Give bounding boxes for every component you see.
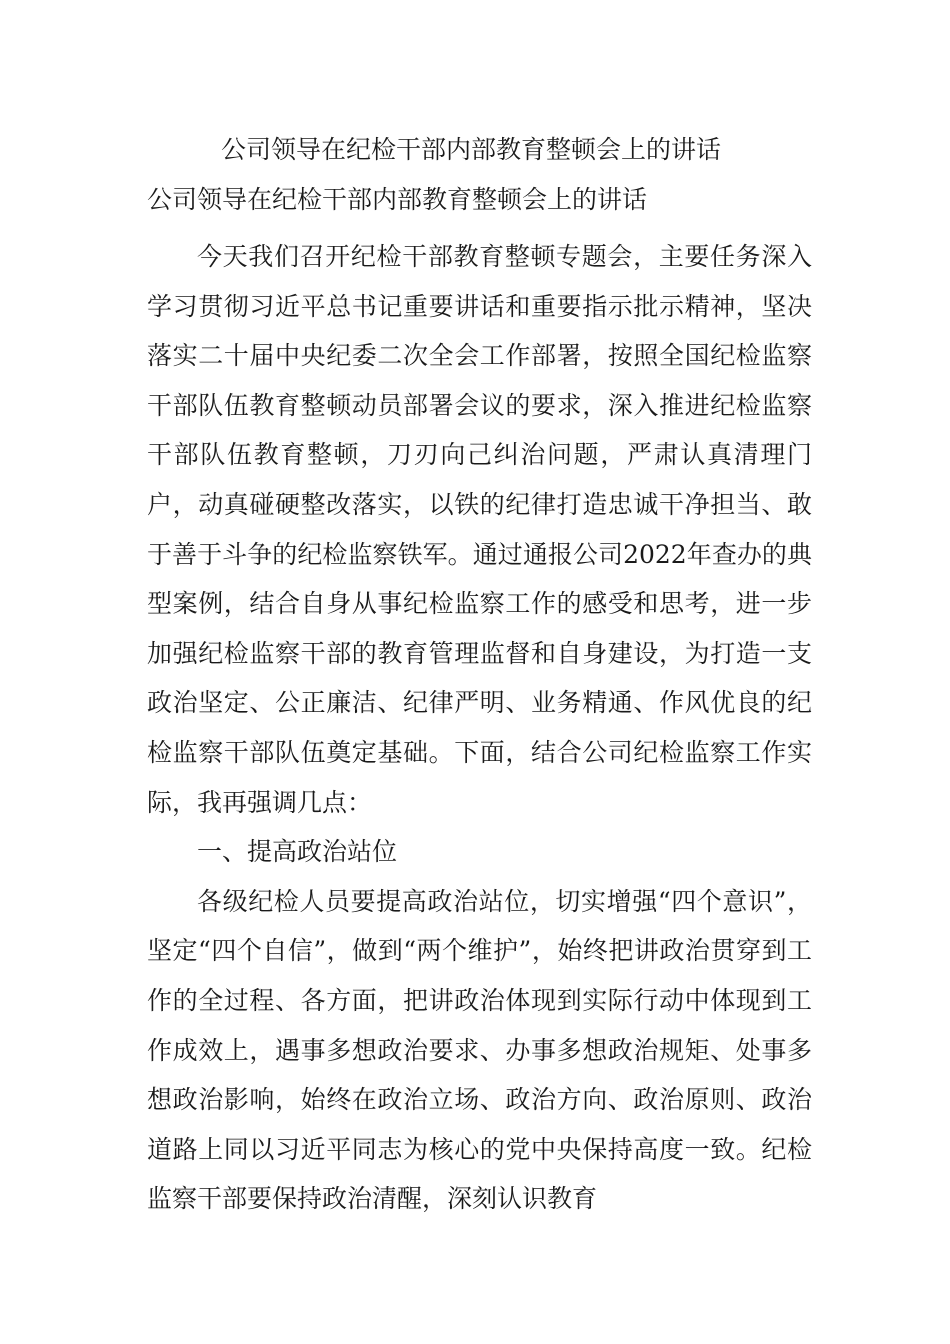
document-title: 公司领导在纪检干部内部教育整顿会上的讲话 [221, 135, 722, 164]
section-heading-1: 一、提高政治站位 [197, 837, 398, 867]
paragraph-intro: 今天我们召开纪检干部教育整顿专题会，主要任务深入学习贯彻习近平总书记重要讲话和重要指示批示精神，坚决落实二十届中央纪委二次全会工作部署，按照全国纪检监察干部队伍教育整顿动员部署会议的要求，深入推进纪检监察干部队伍教育整顿，刀刃向己纠治问题，严肃认真清理门户，动真碰硬整改落实，以铁的纪律打造忠诚干净担当、敢于善于斗争的纪检监察铁军。通过通报公司2022年查办的典型案例，结合自身从事纪检监察工作的感受和思考，进一步加强纪检监察干部的教育管理监督和自身建设，为打造一支政治坚定、公正廉洁、纪律严明、业务精通、作风优良的纪检监察干部队伍奠定基础。下面，结合公司纪检监察工作实际，我再强调几点： [147, 242, 812, 817]
paragraph-section-1: 各级纪检人员要提高政治站位，切实增强“四个意识”，坚定“四个自信”，做到“两个维护”，始终把讲政治贯穿到工作的全过程、各方面，把讲政治体现到实际行动中体现到工作成效上，遇事多想政治要求、办事多想政治规矩、处事多想政治影响，始终在政治立场、政治方向、政治原则、政治道路上同以习近平同志为核心的党中央保持高度一致。纪检监察干部要保持政治清醒，深刻认识教育 [147, 886, 812, 1214]
document-subtitle: 公司领导在纪检干部内部教育整顿会上的讲话 [147, 185, 648, 214]
document-body [147, 232, 812, 1224]
